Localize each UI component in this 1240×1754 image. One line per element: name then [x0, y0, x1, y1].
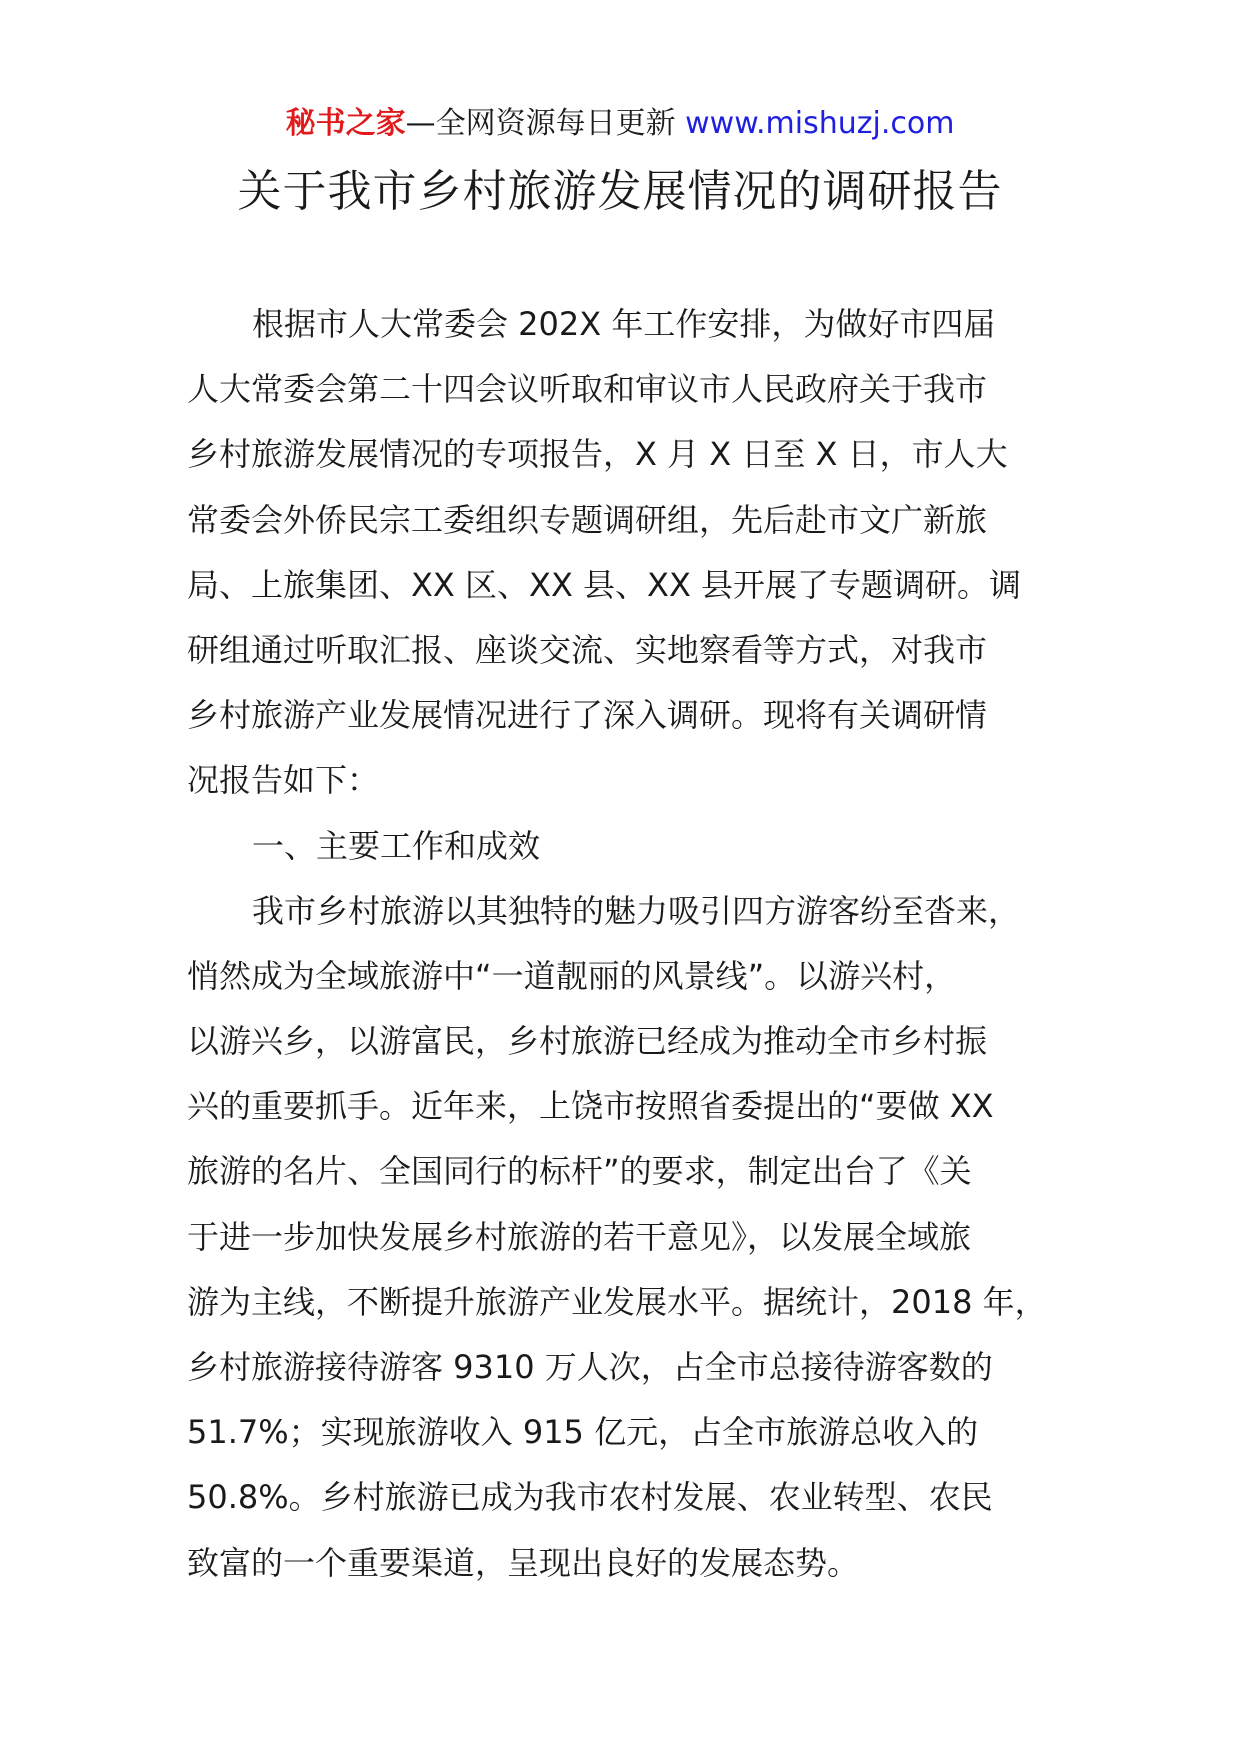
paragraph-line: 51.7%；实现旅游收入 915 亿元，占全市旅游总收入的: [187, 1413, 979, 1452]
site-header: [0, 102, 1240, 146]
header-tagline: —全网资源每日更新: [405, 106, 676, 141]
paragraph-line: 于进一步加快发展乡村旅游的若干意见》，以发展全域旅: [187, 1217, 972, 1256]
paragraph-line: 旅游的名片、全国同行的标杆”的要求，制定出台了《关: [187, 1152, 972, 1191]
document-body: [187, 292, 1057, 1596]
paragraph-line: 乡村旅游产业发展情况进行了深入调研。现将有关调研情: [187, 696, 988, 735]
section-heading: 一、主要工作和成效: [252, 826, 541, 865]
paragraph-line: 局、上旅集团、XX 区、XX 县、XX 县开展了专题调研。调: [187, 565, 1022, 604]
paragraph-line: 悄然成为全域旅游中“一道靓丽的风景线”。以游兴村，: [187, 956, 957, 995]
paragraph-line: 游为主线，不断提升旅游产业发展水平。据统计，2018 年，: [187, 1282, 1047, 1321]
paragraph-line: 致富的一个重要渠道，呈现出良好的发展态势。: [187, 1543, 860, 1582]
paragraph-line: 兴的重要抓手。近年来，上饶市按照省委提出的“要做 XX: [187, 1087, 994, 1126]
paragraph-line: 研组通过听取汇报、座谈交流、实地察看等方式，对我市: [187, 630, 988, 669]
brand-name: 秘书之家: [285, 106, 406, 141]
paragraph-line: 况报告如下：: [187, 761, 380, 800]
paragraph-line: 乡村旅游接待游客 9310 万人次，占全市总接待游客数的: [187, 1348, 993, 1386]
paragraph-line: 我市乡村旅游以其独特的魅力吸引四方游客纷至沓来，: [252, 891, 1021, 930]
paragraph-line: 人大常委会第二十四会议听取和审议市人民政府关于我市: [187, 370, 988, 409]
document-title: 关于我市乡村旅游发展情况的调研报告: [237, 166, 1003, 217]
paragraph-line: 常委会外侨民宗工委组织专题调研组，先后赴市文广新旅: [187, 500, 988, 539]
paragraph-line: 根据市人大常委会 202X 年工作安排，为做好市四届: [252, 305, 996, 343]
site-url-link[interactable]: www.mishuzj.com: [685, 106, 955, 141]
paragraph-line: 50.8%。乡村旅游已成为我市农村发展、农业转型、农民: [187, 1478, 993, 1517]
paragraph-line: 乡村旅游发展情况的专项报告，X 月 X 日至 X 日，市人大: [187, 435, 1008, 474]
paragraph-line: 以游兴乡，以游富民，乡村旅游已经成为推动全市乡村振: [187, 1022, 988, 1061]
